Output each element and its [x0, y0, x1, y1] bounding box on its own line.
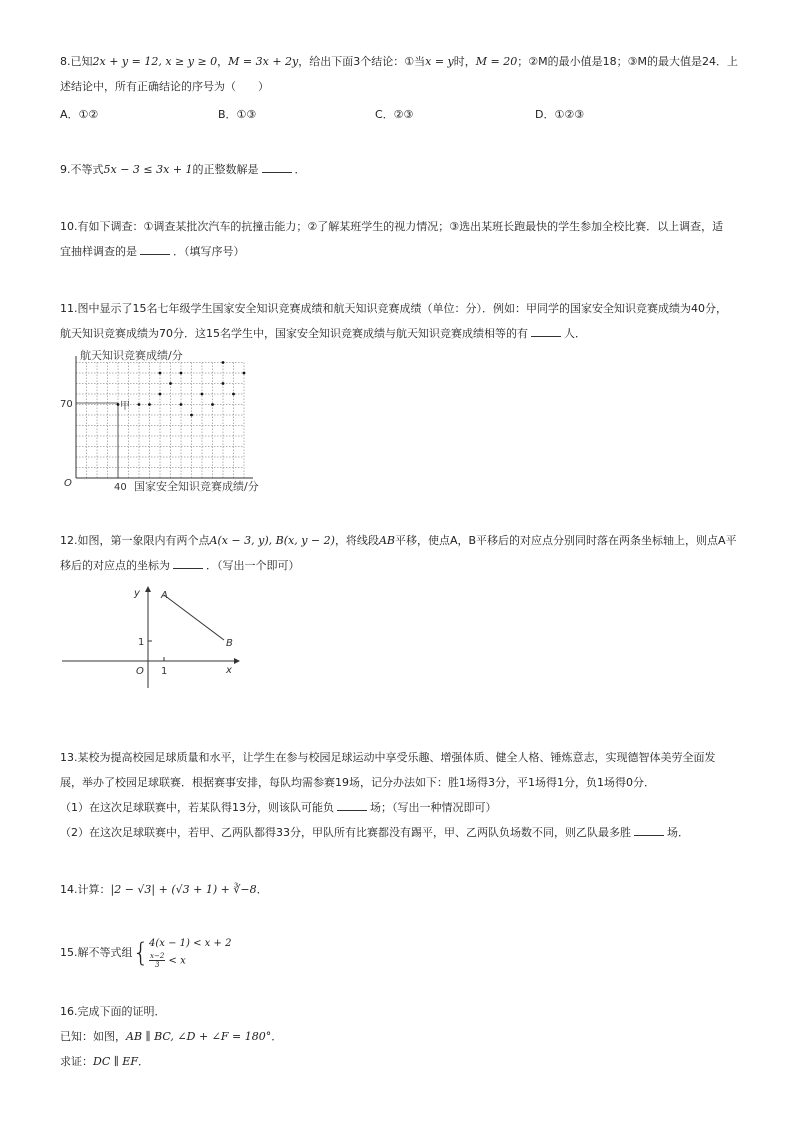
q12-x-arrow: [234, 658, 240, 664]
q12-segment: AB: [378, 534, 395, 547]
q10-text-pre: 宜抽样调查的是: [60, 245, 137, 258]
q11-grid: [76, 363, 244, 479]
q12-points: A(x − 3, y), B(x, y − 2): [209, 534, 335, 547]
q12-x-label: x: [226, 665, 232, 676]
q12-origin-label: O: [136, 666, 144, 677]
q12-text2-pre: 移后的对应点的坐标为: [60, 559, 170, 572]
q15-frac-den: 3: [154, 961, 160, 969]
q11-text-post: 人．: [564, 327, 586, 340]
q11-y70-label: 70: [60, 399, 73, 410]
q16-prove-pre: 求证：: [60, 1055, 93, 1068]
q11-scatter-point: [232, 393, 235, 396]
q11-point-label: 甲: [120, 401, 130, 412]
q15-inequality-1: 4(x − 1) < x + 2: [149, 938, 232, 949]
q12-y-label: y: [134, 588, 140, 599]
q8-text-a: 8.已知: [60, 55, 93, 68]
q8-option-d[interactable]: D．①②③: [535, 108, 585, 121]
q13-sub1: [60, 800, 497, 816]
q8-line1: [60, 54, 738, 70]
q9-line: [60, 162, 306, 178]
q11-answer-blank[interactable]: [531, 326, 561, 337]
q11-scatter-figure: [58, 346, 288, 498]
q8-text-c: ，给出下面3个结论：①当: [298, 55, 426, 68]
q11-scatter-point: [148, 403, 151, 406]
q13-sub2-blank[interactable]: [634, 825, 664, 836]
q11-scatter-point: [169, 382, 172, 385]
q15-system: [149, 936, 231, 970]
q15-brace: {: [132, 937, 150, 968]
q16-prove: [60, 1054, 149, 1070]
q10-line2: [60, 244, 245, 260]
q13-sub2: [60, 825, 689, 841]
q14-text-pre: 14.计算：: [60, 883, 111, 896]
q11-scatter-point: [180, 403, 183, 406]
q12-text-post: 平移，使点A，B平移后的对应点分别同时落在两条坐标轴上，则点A平: [394, 534, 737, 547]
q11-scatter-point: [222, 382, 225, 385]
q12-text2-post: ．（写出一个即可）: [206, 559, 300, 572]
q11-scatter-point: [117, 403, 120, 406]
q11-line1: 11.图中显示了15名七年级学生国家安全知识竞赛成绩和航天知识竞赛成绩（单位：分）．例如：甲同学的国家安全知识竞赛成绩为40分，: [60, 302, 727, 315]
q11-scatter-point: [159, 393, 162, 396]
q16-prove-end: ．: [137, 1055, 149, 1068]
q8-m-definition: M = 3x + 2y: [228, 55, 299, 68]
q8-text-d: 时，: [453, 55, 476, 68]
q9-answer-blank[interactable]: [262, 162, 292, 173]
q15-frac-num: x−2: [150, 952, 165, 960]
q13-line1: 13.某校为提高校园足球质量和水平，让学生在参与校园足球运动中享受乐趣、增强体质、健全人格、锤炼意志，实现德智体美劳全面发: [60, 751, 716, 764]
q11-scatter-point: [243, 372, 246, 375]
q12-y-arrow: [145, 586, 151, 592]
q12-one-x: 1: [161, 666, 168, 677]
q11-text-pre: 航天知识竞赛成绩为70分．这15名学生中，国家安全知识竞赛成绩与航天知识竞赛成绩相等的有: [60, 327, 528, 340]
q16-line1: 16.完成下面的证明．: [60, 1005, 166, 1018]
q11-scatter-point: [222, 361, 225, 364]
q11-x40-label: 40: [114, 482, 127, 493]
q10-answer-blank[interactable]: [140, 244, 170, 255]
q16-prove-expr: DC ∥ EF: [93, 1055, 138, 1068]
q15-fraction: [149, 952, 165, 969]
q12-answer-blank[interactable]: [173, 558, 203, 569]
q14-text-end: ．: [256, 883, 268, 896]
q8-m20: M = 20: [475, 55, 518, 68]
q15-line: [60, 936, 231, 970]
q8-text-e: ；②M的最小值是18；③M的最大值是24．上: [517, 55, 738, 68]
q11-origin-label: O: [64, 478, 72, 489]
q12-line1: [60, 533, 737, 549]
q12-text-pre: 12.如图，第一象限内有两个点: [60, 534, 210, 547]
q12-point-b: B: [226, 638, 233, 649]
q12-text-mid: ，将线段: [334, 534, 379, 547]
q9-text-post: 的正整数解是: [192, 163, 259, 176]
q13-sub2-pre: （2）在这次足球联赛中，若甲、乙两队都得33分，甲队所有比赛都没有踢平，甲、乙两队负场数不同，则乙队最多胜: [60, 826, 631, 839]
q9-text-end: ．: [294, 163, 306, 176]
q11-scatter-point: [201, 393, 204, 396]
q11-y-label: 航天知识竞赛成绩/分: [80, 349, 183, 362]
q13-line2: 展，举办了校园足球联赛．根据赛事安排，每队均需参赛19场，记分办法如下：胜1场得3分，平1场得1分，负1场得0分．: [60, 776, 655, 789]
q8-option-c[interactable]: C．②③: [375, 108, 414, 121]
q13-sub1-blank[interactable]: [337, 800, 367, 811]
q14-line: [60, 882, 268, 898]
q16-given-expr: AB ∥ BC, ∠D + ∠F = 180°: [126, 1030, 272, 1043]
q11-scatter-point: [138, 403, 141, 406]
q11-scatter-point: [190, 414, 193, 417]
q16-given: [60, 1029, 282, 1045]
q11-scatter-point: [159, 372, 162, 375]
q12-point-a: A: [161, 590, 168, 601]
q10-line1: 10.有如下调查：①调查某批次汽车的抗撞击能力；②了解某班学生的视力情况；③选出某班长跑最快的学生参加全校比赛．以上调查，适: [60, 220, 724, 233]
q15-ineq2-rest: < x: [168, 955, 186, 967]
q8-x-eq-y: x = y: [425, 55, 454, 68]
q8-condition: 2x + y = 12, x ≥ y ≥ 0: [92, 55, 218, 68]
q13-sub1-pre: （1）在这次足球联赛中，若某队得13分，则该队可能负: [60, 801, 334, 814]
q15-inequality-2: [149, 952, 231, 970]
q8-text-b: ，: [217, 55, 229, 68]
q13-sub1-post: 场；（写出一种情况即可）: [370, 801, 497, 814]
q13-sub2-post: 场．: [667, 826, 689, 839]
q8-option-b[interactable]: B．①③: [218, 108, 257, 121]
q12-line2: [60, 558, 300, 574]
q16-given-pre: 已知：如图，: [60, 1030, 126, 1043]
q8-option-a[interactable]: A．①②: [60, 108, 99, 121]
q8-line2: 述结论中，所有正确结论的序号为（ ）: [60, 80, 269, 93]
q11-scatter-point: [180, 372, 183, 375]
q9-text-pre: 9.不等式: [60, 163, 104, 176]
q12-one-y: 1: [138, 637, 145, 648]
q12-coordinate-figure: [58, 580, 248, 690]
q10-text-post: ．（填写序号）: [173, 245, 245, 258]
q11-line2: [60, 326, 586, 342]
q11-x-label: 国家安全知识竞赛成绩/分: [134, 480, 259, 493]
q16-given-end: ．: [271, 1030, 283, 1043]
q12-segment-ab: [164, 595, 224, 640]
q11-scatter-point: [211, 403, 214, 406]
q14-expression: |2 − √3| + (√3 + 1) + ∛−8: [110, 883, 257, 896]
q15-text-pre: 15.解不等式组: [60, 945, 133, 959]
q9-inequality: 5x − 3 ≤ 3x + 1: [103, 163, 193, 176]
